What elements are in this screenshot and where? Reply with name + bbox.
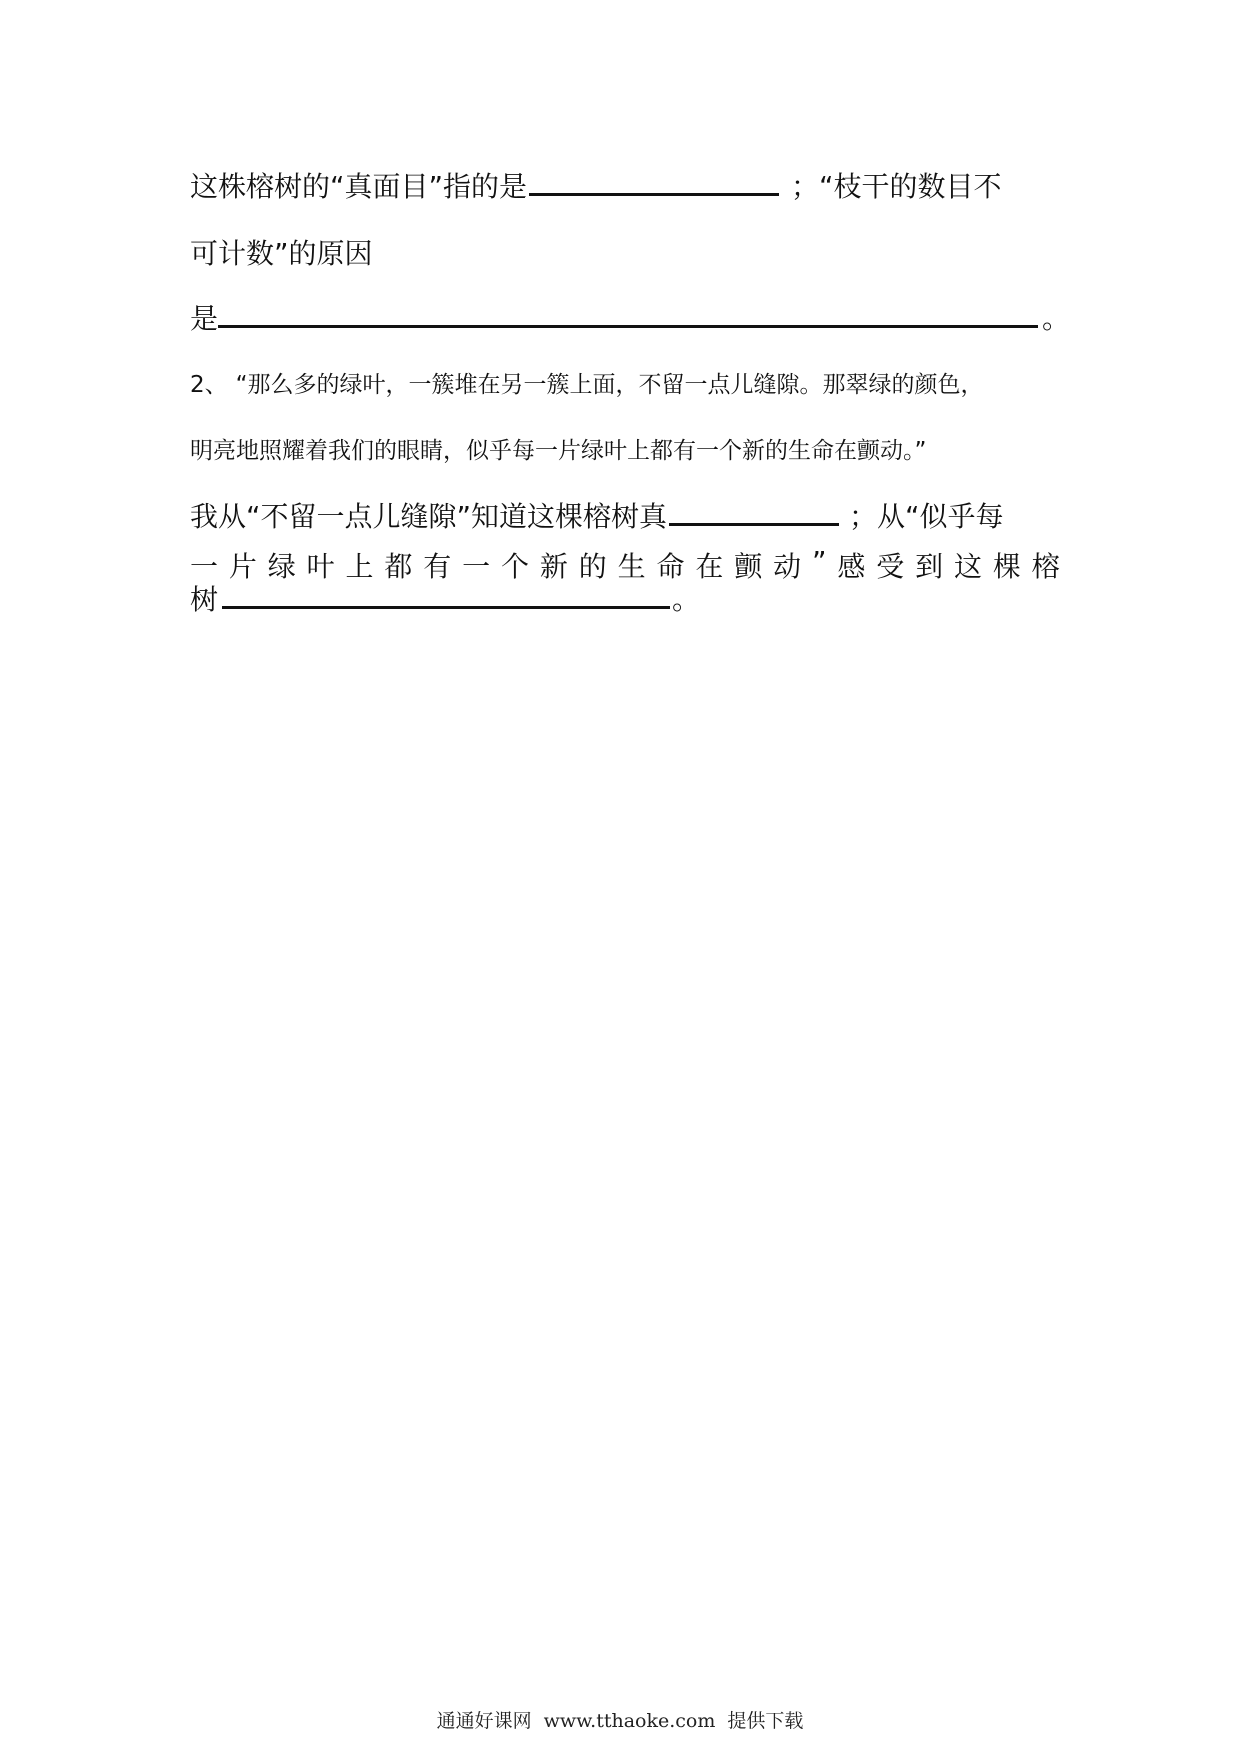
q1-line1 (190, 165, 1002, 205)
q1-line2-text: 可计数”的原因 (190, 237, 373, 270)
q2-char: 一 (462, 550, 491, 583)
q1-line3 (190, 297, 1070, 337)
q2-prompt-line3-suffix: 。 (672, 583, 701, 616)
q2-char: 榕 (1031, 550, 1060, 583)
q2-quote-line2 (190, 432, 926, 465)
q2-quote-line2-text: 明亮地照耀着我们的眼睛，似乎每一片绿叶上都有一个新的生命在颤动。” (190, 438, 927, 464)
q2-char: 这 (954, 550, 983, 583)
q2-number: 2、 (190, 372, 228, 398)
q2-char: 生 (617, 550, 646, 583)
q1-line3-prefix: 是 (190, 302, 219, 335)
q2-char: 都 (384, 550, 413, 583)
q2-char: 个 (501, 550, 530, 583)
q2-char: 绿 (267, 550, 296, 583)
q2-char: 的 (578, 550, 607, 583)
q2-blank-leaves[interactable] (669, 495, 839, 526)
q2-quote-line1 (190, 366, 984, 399)
q2-char: 在 (695, 550, 724, 583)
q2-prompt-line1-suffix: ；从“似乎每 (849, 500, 1004, 533)
q2-blank-life[interactable] (222, 578, 670, 609)
q1-line1-mid: ；“枝干的数目不 (791, 170, 1002, 203)
q2-char: 一 (190, 550, 219, 583)
q2-char: 受 (876, 550, 905, 583)
q1-line2 (190, 232, 373, 272)
q1-blank-reason[interactable] (218, 297, 1038, 328)
q2-quote-line1-text: “那么多的绿叶，一簇堆在另一簇上面，不留一点儿缝隙。那翠绿的颜色， (235, 372, 984, 398)
q2-char: ” (812, 545, 827, 578)
q2-char: 上 (345, 550, 374, 583)
q2-char: 命 (656, 550, 685, 583)
q2-prompt-line1 (190, 495, 1004, 535)
q2-char: 片 (228, 550, 257, 583)
q1-blank-true-face[interactable] (529, 165, 779, 196)
q2-char: 叶 (306, 550, 335, 583)
q2-char: 棵 (992, 550, 1021, 583)
q2-char: 新 (539, 550, 568, 583)
q2-char: 动 (773, 550, 802, 583)
q1-line1-prefix: 这株榕树的“真面目”指的是 (190, 170, 528, 203)
q2-char: 到 (915, 550, 944, 583)
q2-char: 感 (837, 550, 866, 583)
q2-char: 颤 (734, 550, 763, 583)
q2-prompt-line3 (190, 578, 700, 618)
q1-line3-suffix: 。 (1042, 302, 1071, 335)
q2-prompt-line3-prefix: 树 (190, 583, 219, 616)
q2-char: 有 (423, 550, 452, 583)
footer-credit: 通通好课网 www.tthaoke.com 提供下载 (436, 1710, 804, 1732)
q2-prompt-line1-prefix: 我从“不留一点儿缝隙”知道这棵榕树真 (190, 500, 668, 533)
